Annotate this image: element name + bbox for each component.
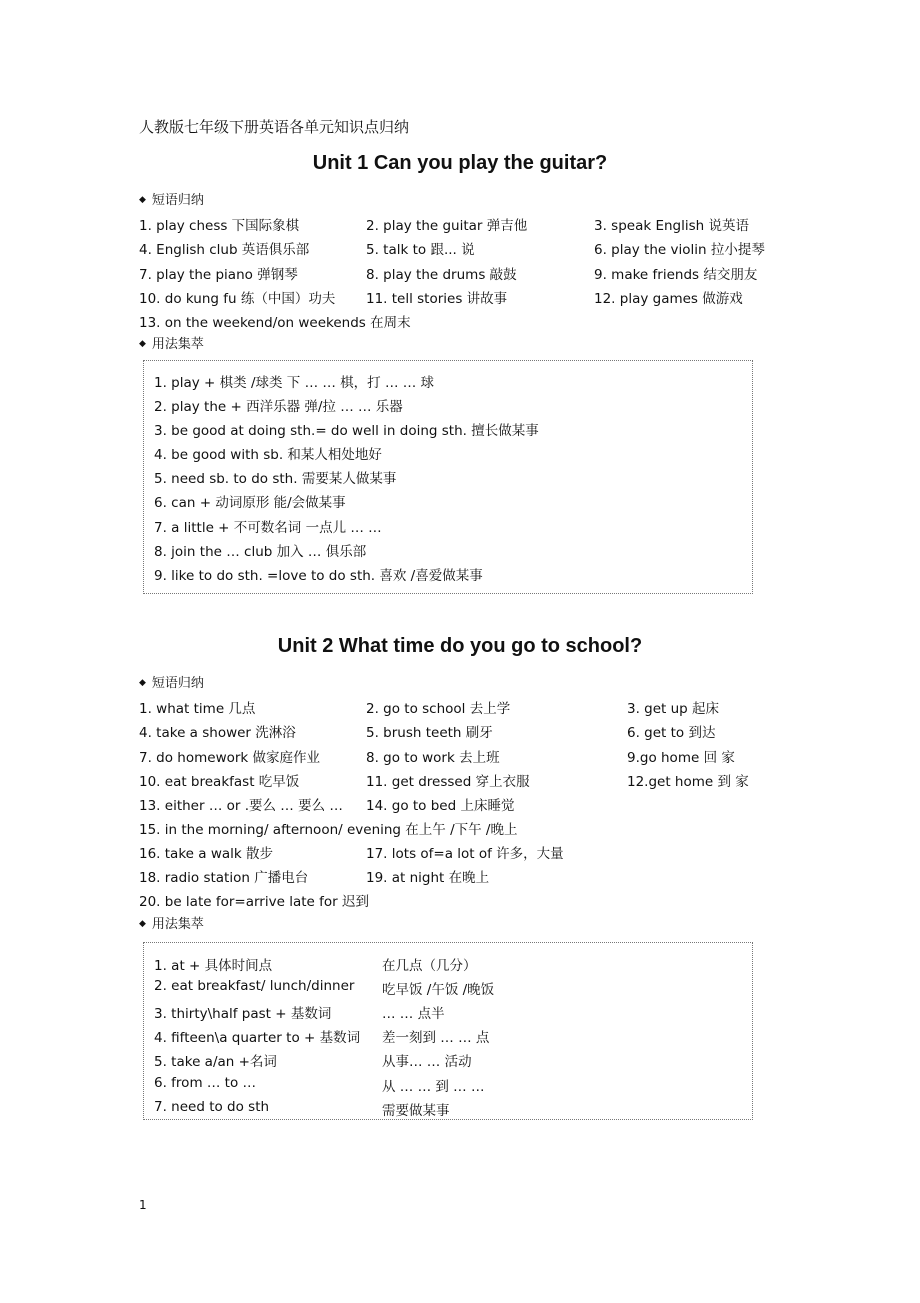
phrase-item: 4. take a shower 洗淋浴 (139, 725, 296, 741)
phrase-item: 2. play the guitar 弹吉他 (366, 218, 528, 234)
usage-item: 6. can + 动词原形 能/会做某事 (154, 495, 346, 511)
usage-meaning: 需要做某事 (382, 1103, 450, 1119)
phrase-item: 2. go to school 去上学 (366, 701, 511, 717)
phrase-item: 9. make friends 结交朋友 (594, 267, 758, 283)
usage-item: 8. join the … club 加入 … 俱乐部 (154, 544, 367, 560)
section-heading-text: 用法集萃 (151, 337, 204, 352)
phrase-item: 12. play games 做游戏 (594, 291, 743, 307)
usage-item: 3. be good at doing sth.= do well in doing sth. 擅长做某事 (154, 423, 539, 439)
usage-pattern: 4. fifteen\a quarter to + 基数词 (154, 1030, 361, 1046)
usage-meaning: 在几点（几分） (382, 958, 477, 974)
phrase-item: 14. go to bed 上床睡觉 (366, 798, 515, 814)
phrase-item: 3. speak English 说英语 (594, 218, 749, 234)
phrase-item: 9.go home 回 家 (627, 750, 735, 766)
diamond-bullet-icon: ◆ (139, 195, 146, 205)
usage-meaning: 从事… … 活动 (382, 1054, 472, 1070)
unit-2-usage-box (143, 942, 753, 1120)
phrase-item: 4. English club 英语俱乐部 (139, 242, 310, 258)
diamond-bullet-icon: ◆ (139, 678, 146, 688)
usage-item (154, 1050, 472, 1070)
usage-item (154, 1075, 485, 1095)
usage-item (154, 1002, 445, 1022)
unit-2-title: Unit 2 What time do you go to school? (277, 635, 643, 657)
phrase-item: 13. on the weekend/on weekends 在周末 (139, 315, 411, 331)
usage-item: 9. like to do sth. =love to do sth. 喜欢 /喜爱做某事 (154, 568, 483, 584)
unit-1-phrases-heading (139, 189, 204, 208)
phrase-item: 12.get home 到 家 (627, 774, 749, 790)
usage-meaning: 吃早饭 /午饭 /晚饭 (382, 982, 495, 998)
usage-pattern: 1. at + 具体时间点 (154, 958, 273, 974)
section-heading-text: 短语归纳 (151, 193, 204, 208)
phrase-item: 16. take a walk 散步 (139, 846, 273, 862)
phrase-item: 5. brush teeth 刷牙 (366, 725, 493, 741)
usage-item (154, 1099, 450, 1119)
usage-item (154, 978, 495, 998)
usage-meaning: 从 … … 到 … … (382, 1079, 485, 1095)
phrase-item: 1. what time 几点 (139, 701, 256, 717)
usage-pattern: 5. take a/an +名词 (154, 1054, 277, 1070)
unit-1-title: Unit 1 Can you play the guitar? (312, 152, 608, 174)
phrase-item: 5. talk to 跟... 说 (366, 242, 475, 258)
phrase-item: 6. get to 到达 (627, 725, 716, 741)
phrase-item: 10. do kung fu 练（中国）功夫 (139, 291, 336, 307)
phrase-item: 20. be late for=arrive late for 迟到 (139, 894, 369, 910)
usage-pattern: 2. eat breakfast/ lunch/dinner (154, 978, 355, 994)
phrase-item: 8. play the drums 敲鼓 (366, 267, 517, 283)
usage-pattern: 7. need to do sth (154, 1099, 270, 1115)
phrase-item: 10. eat breakfast 吃早饭 (139, 774, 300, 790)
section-heading-text: 短语归纳 (151, 676, 204, 691)
phrase-item: 6. play the violin 拉小提琴 (594, 242, 765, 258)
section-heading-text: 用法集萃 (151, 917, 204, 932)
usage-item: 2. play the + 西洋乐器 弹/拉 … … 乐器 (154, 399, 403, 415)
phrase-item: 13. either … or .要么 … 要么 … (139, 798, 343, 814)
phrase-item: 1. play chess 下国际象棋 (139, 218, 300, 234)
page-number: 1 (139, 1198, 147, 1212)
unit-2-phrases-heading (139, 672, 204, 691)
usage-meaning: … … 点半 (382, 1006, 445, 1022)
document-title: 人教版七年级下册英语各单元知识点归纳 (139, 118, 410, 136)
phrase-item: 17. lots of=a lot of 许多，大量 (366, 846, 564, 862)
phrase-item: 11. get dressed 穿上衣服 (366, 774, 530, 790)
usage-item: 4. be good with sb. 和某人相处地好 (154, 447, 382, 463)
usage-item (154, 954, 477, 974)
phrase-item: 15. in the morning/ afternoon/ evening 在上午 /下午 /晚上 (139, 822, 518, 838)
phrase-item: 3. get up 起床 (627, 701, 720, 717)
unit-1-usage-heading (139, 333, 204, 352)
diamond-bullet-icon: ◆ (139, 919, 146, 929)
phrase-item: 7. do homework 做家庭作业 (139, 750, 321, 766)
phrase-item: 11. tell stories 讲故事 (366, 291, 508, 307)
usage-item: 7. a little + 不可数名词 一点儿 … … (154, 520, 382, 536)
usage-pattern: 6. from … to … (154, 1075, 257, 1091)
usage-item: 1. play + 棋类 /球类 下 … … 棋，打 … … 球 (154, 375, 435, 391)
usage-item (154, 1026, 490, 1046)
phrase-item: 18. radio station 广播电台 (139, 870, 309, 886)
usage-item: 5. need sb. to do sth. 需要某人做某事 (154, 471, 397, 487)
usage-meaning: 差一刻到 … … 点 (382, 1030, 490, 1046)
phrase-item: 7. play the piano 弹钢琴 (139, 267, 298, 283)
phrase-item: 8. go to work 去上班 (366, 750, 500, 766)
usage-pattern: 3. thirty\half past + 基数词 (154, 1006, 332, 1022)
unit-1-usage-box (143, 360, 753, 594)
diamond-bullet-icon: ◆ (139, 339, 146, 349)
phrase-item: 19. at night 在晚上 (366, 870, 490, 886)
unit-2-usage-heading (139, 913, 204, 932)
